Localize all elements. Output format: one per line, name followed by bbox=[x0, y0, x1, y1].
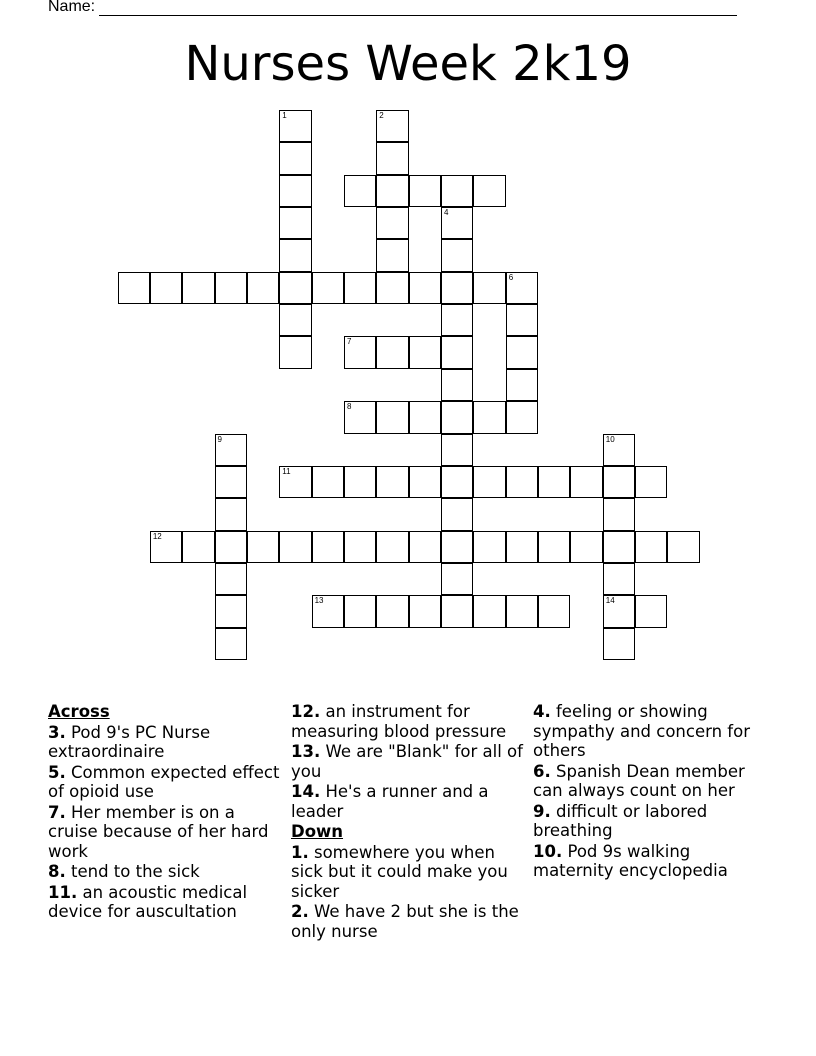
grid-cell[interactable] bbox=[150, 531, 182, 563]
clue-number-label: 9. bbox=[533, 801, 551, 821]
grid-cell[interactable] bbox=[215, 595, 247, 627]
clue-text: tend to the sick bbox=[65, 862, 200, 881]
clue-number-label: 10. bbox=[533, 841, 563, 861]
grid-cell[interactable] bbox=[215, 563, 247, 595]
clue-number-label: 6. bbox=[533, 761, 551, 781]
clue-number: 6 bbox=[508, 272, 514, 282]
clue-number: 1 bbox=[282, 111, 287, 120]
clue-text: We have 2 but she is the only nurse bbox=[291, 902, 519, 941]
grid-cell[interactable] bbox=[182, 272, 214, 304]
down-heading: Down bbox=[291, 822, 344, 841]
grid-cell[interactable] bbox=[603, 531, 635, 563]
grid-cell[interactable] bbox=[473, 175, 505, 207]
grid-cell[interactable] bbox=[409, 531, 441, 563]
grid-cell[interactable] bbox=[603, 466, 635, 498]
clue-number: 8 bbox=[346, 402, 352, 412]
clue-text: He's a runner and a leader bbox=[291, 782, 489, 821]
grid-cell[interactable] bbox=[441, 595, 473, 627]
grid-cell[interactable] bbox=[215, 466, 247, 498]
name-label: Name: bbox=[48, 0, 96, 15]
clue-number-label: 2. bbox=[291, 902, 309, 921]
clue-item bbox=[48, 763, 284, 802]
grid-cell[interactable] bbox=[247, 531, 279, 563]
grid-cell[interactable] bbox=[441, 207, 473, 239]
grid-cell[interactable] bbox=[409, 401, 441, 433]
grid-cell[interactable] bbox=[279, 175, 311, 207]
grid-cell[interactable] bbox=[215, 498, 247, 530]
clue-number-label: 11. bbox=[48, 882, 78, 902]
grid-cell[interactable] bbox=[279, 239, 311, 271]
grid-cell[interactable] bbox=[506, 401, 538, 433]
grid-cell[interactable] bbox=[635, 595, 667, 627]
clue-text: somewhere you when sick but it could make you sicker bbox=[291, 842, 508, 901]
grid-cell[interactable] bbox=[376, 595, 408, 627]
clues-column-2 bbox=[291, 702, 527, 942]
grid-cell[interactable] bbox=[667, 531, 699, 563]
clue-text: Her member is on a cruise because of her hard work bbox=[48, 802, 269, 861]
grid-cell[interactable] bbox=[215, 628, 247, 660]
grid-cell[interactable] bbox=[376, 239, 408, 271]
grid-cell[interactable] bbox=[506, 466, 538, 498]
grid-cell[interactable] bbox=[376, 272, 408, 304]
grid-cell[interactable] bbox=[344, 272, 376, 304]
grid-cell[interactable] bbox=[473, 401, 505, 433]
grid-cell[interactable] bbox=[570, 531, 602, 563]
grid-cell[interactable] bbox=[441, 401, 473, 433]
grid-cell[interactable] bbox=[506, 336, 538, 368]
grid-cell[interactable] bbox=[506, 369, 538, 401]
clue-number-label: 14. bbox=[291, 782, 321, 801]
clue-number: 9 bbox=[217, 434, 222, 444]
grid-cell[interactable] bbox=[506, 304, 538, 336]
grid-cell[interactable] bbox=[603, 595, 635, 627]
grid-cell[interactable] bbox=[409, 272, 441, 304]
grid-cell[interactable] bbox=[603, 434, 635, 466]
grid-cell[interactable] bbox=[279, 272, 311, 304]
grid-cell[interactable] bbox=[603, 563, 635, 595]
grid-cell[interactable] bbox=[279, 304, 311, 336]
grid-cell[interactable] bbox=[409, 595, 441, 627]
clue-number: 12 bbox=[152, 531, 162, 541]
grid-cell[interactable] bbox=[279, 466, 311, 498]
grid-cell[interactable] bbox=[603, 628, 635, 660]
clue-item bbox=[291, 702, 527, 741]
clue-item bbox=[48, 723, 284, 762]
clue-number-label: 8. bbox=[48, 862, 66, 881]
grid-cell[interactable] bbox=[344, 336, 376, 368]
clues-column-1 bbox=[48, 702, 284, 923]
clue-text: Spanish Dean member can always count on her bbox=[533, 761, 745, 800]
clue-number-label: 7. bbox=[48, 802, 66, 822]
clue-number-label: 1. bbox=[291, 842, 309, 862]
clue-text: an instrument for measuring blood pressure bbox=[291, 702, 507, 741]
grid-cell[interactable] bbox=[441, 434, 473, 466]
grid-cell[interactable] bbox=[376, 401, 408, 433]
grid-cell[interactable] bbox=[118, 272, 150, 304]
clue-number-label: 12. bbox=[291, 702, 321, 721]
grid-cell[interactable] bbox=[441, 466, 473, 498]
clue-text: Pod 9s walking maternity encyclopedia bbox=[533, 841, 728, 880]
grid-cell[interactable] bbox=[344, 531, 376, 563]
clue-number-label: 4. bbox=[533, 702, 551, 721]
clue-number: 14 bbox=[605, 596, 615, 606]
clue-item bbox=[48, 862, 284, 882]
grid-cell[interactable] bbox=[409, 175, 441, 207]
grid-cell[interactable] bbox=[376, 142, 408, 174]
grid-cell[interactable] bbox=[441, 239, 473, 271]
grid-cell[interactable] bbox=[376, 466, 408, 498]
grid-cell[interactable] bbox=[506, 272, 538, 304]
clue-item bbox=[291, 782, 527, 821]
grid-cell[interactable] bbox=[376, 175, 408, 207]
clue-item bbox=[291, 902, 527, 941]
grid-cell[interactable] bbox=[150, 272, 182, 304]
grid-cell[interactable] bbox=[344, 401, 376, 433]
grid-cell[interactable] bbox=[441, 498, 473, 530]
grid-cell[interactable] bbox=[344, 595, 376, 627]
grid-cell[interactable] bbox=[279, 207, 311, 239]
clues-column-3 bbox=[533, 702, 773, 882]
clue-text: Pod 9's PC Nurse extraordinaire bbox=[48, 722, 211, 761]
grid-cell[interactable] bbox=[506, 595, 538, 627]
clue-number: 7 bbox=[346, 337, 352, 347]
grid-cell[interactable] bbox=[441, 336, 473, 368]
grid-cell[interactable] bbox=[538, 531, 570, 563]
name-underline[interactable] bbox=[99, 1, 737, 16]
across-clue-list bbox=[48, 723, 284, 922]
grid-cell[interactable] bbox=[376, 336, 408, 368]
clue-number: 4 bbox=[444, 208, 449, 218]
grid-cell[interactable] bbox=[279, 531, 311, 563]
grid-cell[interactable] bbox=[473, 531, 505, 563]
grid-cell[interactable] bbox=[409, 336, 441, 368]
grid-cell[interactable] bbox=[570, 466, 602, 498]
clue-number-label: 5. bbox=[48, 762, 66, 782]
clue-item bbox=[533, 762, 773, 801]
clue-text: Common expected effect of opioid use bbox=[48, 762, 280, 801]
grid-cell[interactable] bbox=[409, 466, 441, 498]
clue-item bbox=[533, 842, 773, 881]
grid-cell[interactable] bbox=[344, 466, 376, 498]
grid-cell[interactable] bbox=[376, 531, 408, 563]
grid-cell[interactable] bbox=[635, 466, 667, 498]
grid-cell[interactable] bbox=[441, 175, 473, 207]
across-heading: Across bbox=[48, 702, 110, 721]
grid-cell[interactable] bbox=[603, 498, 635, 530]
grid-cell[interactable] bbox=[376, 110, 408, 142]
clue-number: 13 bbox=[314, 596, 324, 606]
grid-cell[interactable] bbox=[279, 336, 311, 368]
grid-cell[interactable] bbox=[312, 531, 344, 563]
grid-cell[interactable] bbox=[538, 595, 570, 627]
clue-text: We are "Blank" for all of you bbox=[291, 742, 523, 781]
grid-cell[interactable] bbox=[279, 142, 311, 174]
grid-cell[interactable] bbox=[473, 466, 505, 498]
grid-cell[interactable] bbox=[215, 531, 247, 563]
clue-number-label: 3. bbox=[48, 722, 66, 742]
grid-cell[interactable] bbox=[441, 563, 473, 595]
grid-cell[interactable] bbox=[441, 304, 473, 336]
grid-cell[interactable] bbox=[215, 272, 247, 304]
name-field[interactable] bbox=[48, 0, 737, 16]
down-clue-list-cont bbox=[533, 702, 773, 881]
across-clue-list-cont bbox=[291, 702, 527, 821]
down-clue-list bbox=[291, 843, 527, 942]
clue-text: difficult or labored breathing bbox=[533, 801, 708, 840]
grid-cell[interactable] bbox=[312, 272, 344, 304]
grid-cell[interactable] bbox=[473, 272, 505, 304]
grid-cell[interactable] bbox=[635, 531, 667, 563]
clue-item bbox=[48, 803, 284, 862]
grid-cell[interactable] bbox=[247, 272, 279, 304]
clue-text: feeling or showing sympathy and concern for others bbox=[533, 702, 750, 760]
grid-cell[interactable] bbox=[182, 531, 214, 563]
clue-item bbox=[533, 802, 773, 841]
grid-cell[interactable] bbox=[215, 434, 247, 466]
clue-item bbox=[48, 883, 284, 922]
clue-item bbox=[533, 702, 773, 761]
grid-cell[interactable] bbox=[344, 175, 376, 207]
grid-cell[interactable] bbox=[441, 369, 473, 401]
clue-text: an acoustic medical device for auscultation bbox=[48, 882, 248, 921]
grid-cell[interactable] bbox=[506, 531, 538, 563]
clue-number-label: 13. bbox=[291, 742, 321, 761]
clue-number: 10 bbox=[605, 434, 615, 444]
clue-number: 2 bbox=[379, 111, 384, 120]
grid-cell[interactable] bbox=[279, 110, 311, 142]
page-title: Nurses Week 2k19 bbox=[184, 36, 632, 92]
grid-cell[interactable] bbox=[538, 466, 570, 498]
grid-cell[interactable] bbox=[376, 207, 408, 239]
clue-item bbox=[291, 843, 527, 902]
grid-cell[interactable] bbox=[473, 595, 505, 627]
grid-cell[interactable] bbox=[312, 466, 344, 498]
grid-cell[interactable] bbox=[312, 595, 344, 627]
grid-cell[interactable] bbox=[441, 531, 473, 563]
clue-number: 11 bbox=[282, 466, 291, 476]
clue-item bbox=[291, 742, 527, 781]
grid-cell[interactable] bbox=[441, 272, 473, 304]
